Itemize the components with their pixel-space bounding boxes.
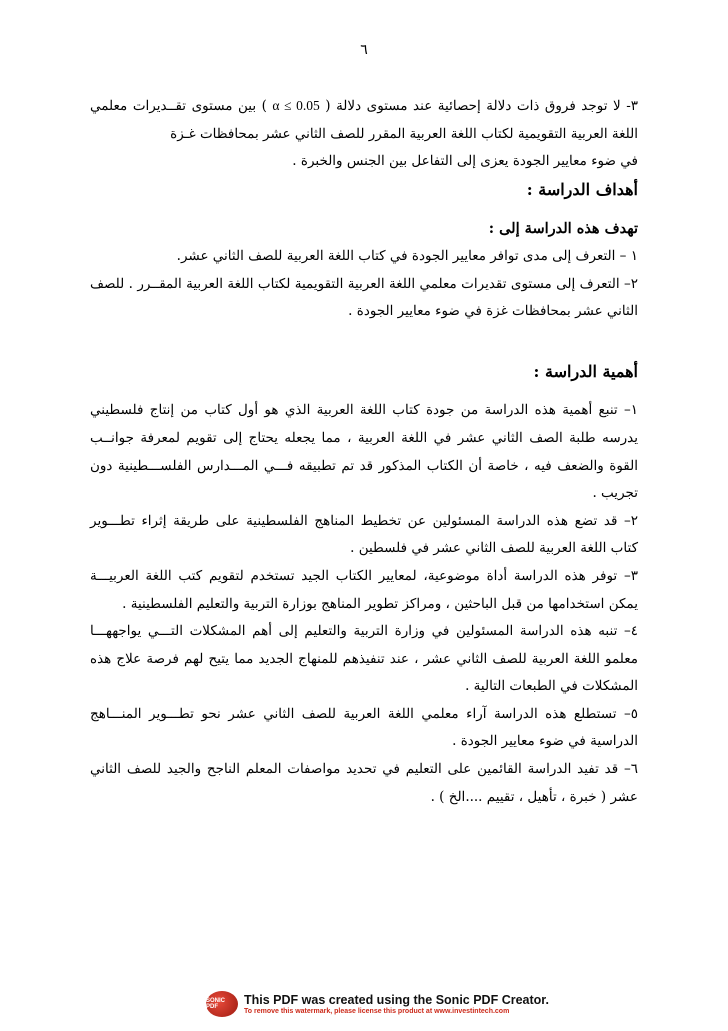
hypothesis-3-line3: في ضوء معايير الجودة يعزى إلى التفاعل بين الجنس والخبرة . <box>292 153 638 170</box>
document-body <box>90 92 638 811</box>
importance-item-3: ٣– توفر هذه الدراسة أداة موضوعية، لمعايير الكتاب الجيد تستخدم لتقويم كتب اللغة العربيـــة يمكن استخدامها من قبل الباحثين ، ومراكز تطوير المناهج بوزارة التربية والتعليم الفلسطينية . <box>90 567 638 612</box>
page-number: ٦ <box>360 42 368 58</box>
watermark-text <box>244 993 549 1016</box>
objectives-subheading: تهدف هذه الدراسة إلى : <box>488 220 638 238</box>
importance-item-5: ٥– تستطلع هذه الدراسة آراء معلمي اللغة العربية للصف الثاني عشر نحو تطـــوير المنـــاهج الدراسية في ضوء معايير الجودة . <box>90 705 638 750</box>
importance-heading: أهمية الدراسة : <box>533 361 638 381</box>
objectives-heading: أهداف الدراسة : <box>526 179 638 199</box>
hypothesis-3-line2: معلمي اللغة العربية التقويمية لكتاب اللغة العربية المقرر للصف الثاني عشر بمحافظات غـزة <box>90 98 638 142</box>
objective-item-1: ١ – التعرف إلى مدى توافر معايير الجودة في كتاب اللغة العربية للصف الثاني عشر. <box>176 247 638 264</box>
hypothesis-3-line1-a: ٣- لا توجد فروق ذات دلالة إحصائية عند مستوى دلالة ( <box>325 98 639 114</box>
hypothesis-3 <box>90 92 638 148</box>
importance-item-6: ٦– قد تفيد الدراسة القائمين على التعليم في تحديد مواصفات المعلم الناجح والجيد للصف الثاني عشر ( خبرة ، تأهيل ، تقييم ....الخ ) . <box>90 761 638 805</box>
objective-item-2: ٢– التعرف إلى مستوى تقديرات معلمي اللغة العربية التقويمية لكتاب اللغة العربية المقــرر . للصف الثاني عشر بمحافظات غزة في ضوء معايير الجودة . <box>90 275 638 320</box>
significance-level: α ≤ 0.05 <box>272 98 320 113</box>
sonic-pdf-logo-icon: SONIC PDF <box>206 991 238 1017</box>
importance-item-4: ٤– تنبه هذه الدراسة المسئولين في وزارة التربية والتعليم إلى أهم المشكلات التـــي يواجههـــا معلمو اللغة العربية للصف الثاني عشر ، عند تنفيذهم للمنهاج الجديد مما يتيح لهم فرصة علاج هذه المشكلات في الطبعات التالية . <box>90 623 638 695</box>
importance-item-1: ١– تنبع أهمية هذه الدراسة من جودة كتاب اللغة العربية الذي هو أول كتاب من إنتاج فلسطيني يدرسه طلبة الصف الثاني عشر في اللغة العربية ، مما يجعله يحتاج إلى تقويم لمعرفة جوانــب القوة والضعف فيه ، خاصة أن الكتاب المذكور قد تم تطبيقه فـــي المـــدارس الفلســـطينية دون تجريب . <box>90 402 638 502</box>
watermark-footer <box>206 990 549 1018</box>
hypothesis-3-line1-b: ) بين مستوى تقــديرات <box>132 98 267 114</box>
watermark-license-line: To remove this watermark, please license this product at www.investintech.com <box>244 1007 510 1015</box>
watermark-main-line: This PDF was created using the Sonic PDF Creator. <box>244 992 549 1007</box>
importance-item-2: ٢– قد تضع هذه الدراسة المسئولين عن تخطيط المناهج الفلسطينية على طريقة إثراء تطـــوير كتاب اللغة العربية للصف الثاني عشر في فلسطين . <box>90 512 638 557</box>
